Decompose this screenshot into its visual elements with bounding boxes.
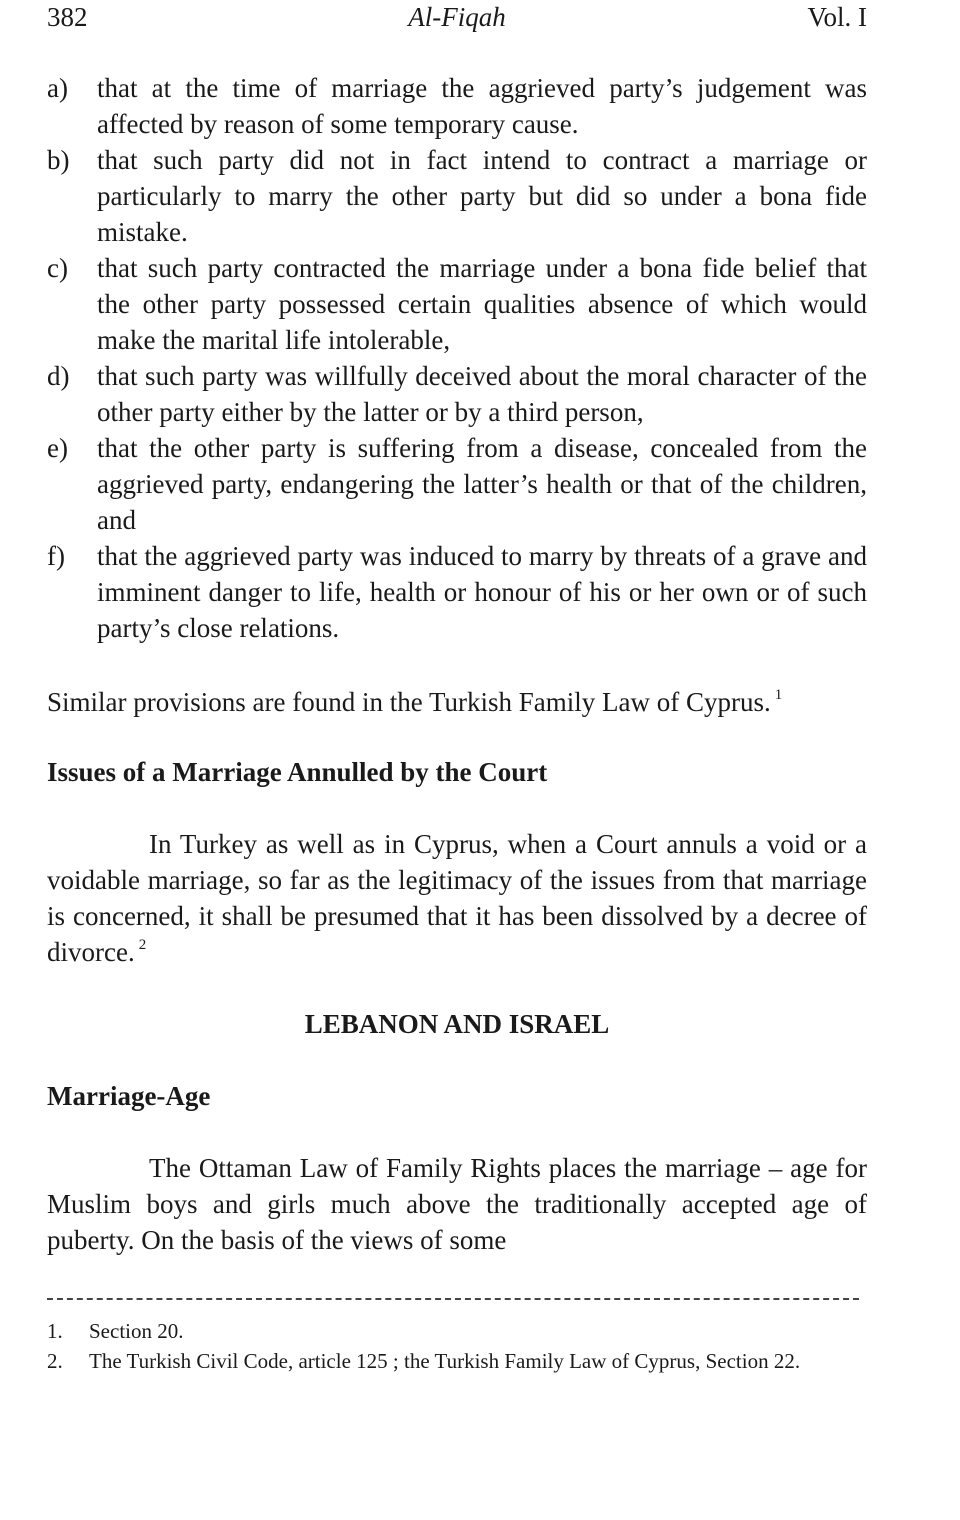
list-item-text: that the aggrieved party was induced to marry by threats of a grave and imminent danger to life, health or honour of his or her own or of such party’s close relations. xyxy=(97,541,867,643)
footnotes xyxy=(47,1316,867,1376)
list-item xyxy=(47,250,867,358)
running-title: Al-Fiqah xyxy=(408,2,506,32)
list-marker: e) xyxy=(47,433,68,463)
footnote-text: Section 20. xyxy=(89,1319,184,1343)
footnote-separator xyxy=(47,1298,859,1300)
list-item xyxy=(47,430,867,538)
footnote-1 xyxy=(47,1316,867,1346)
list-marker: c) xyxy=(47,253,68,283)
footnote-number: 2. xyxy=(47,1349,63,1373)
footnote-text: The Turkish Civil Code, article 125 ; the Turkish Family Law of Cyprus, Section 22. xyxy=(89,1349,801,1373)
similar-provisions-text: Similar provisions are found in the Turkish Family Law of Cyprus. xyxy=(47,687,771,717)
document-page xyxy=(47,0,867,1376)
issues-text: In Turkey as well as in Cyprus, when a Court annuls a void or a voidable marriage, so far as the legitimacy of the issues from that marriage is concerned, it shall be presumed that it has been dissolved by a decree of divorce. xyxy=(47,829,867,967)
list-item xyxy=(47,70,867,142)
list-item-text: that such party did not in fact intend to contract a marriage or particularly to marry the other party but did so under a bona fide mistake. xyxy=(97,145,867,247)
list-item-text: that the other party is suffering from a disease, concealed from the aggrieved party, endangering the latter’s health or that of the children, and xyxy=(97,433,867,535)
marriage-age-paragraph: The Ottaman Law of Family Rights places the marriage – age for Muslim boys and girls much above the traditionally accepted age of puberty. On the basis of the views of some xyxy=(47,1153,867,1255)
list-item xyxy=(47,142,867,250)
conditions-list xyxy=(47,70,867,646)
list-marker: d) xyxy=(47,361,70,391)
list-marker: f) xyxy=(47,541,65,571)
footnote-ref-1[interactable]: 1 xyxy=(774,687,783,703)
list-item xyxy=(47,358,867,430)
volume-label: Vol. I xyxy=(807,2,867,32)
footnote-number: 1. xyxy=(47,1319,63,1343)
section-heading: LEBANON AND ISRAEL xyxy=(304,1009,610,1039)
list-item-text: that at the time of marriage the aggrieved party’s judgement was affected by reason of some temporary cause. xyxy=(97,73,867,139)
list-marker: b) xyxy=(47,145,70,175)
list-marker: a) xyxy=(47,73,68,103)
footnote-ref-2[interactable]: 2 xyxy=(138,937,147,953)
list-item-text: that such party contracted the marriage under a bona fide belief that the other party possessed certain qualities absence of which would make the marital life intolerable, xyxy=(97,253,867,355)
similar-provisions-paragraph xyxy=(47,684,867,720)
list-item-text: that such party was willfully deceived about the moral character of the other party either by the latter or by a third person, xyxy=(97,361,867,427)
page-header xyxy=(47,0,867,40)
marriage-age-heading: Marriage-Age xyxy=(47,1081,211,1111)
footnote-2 xyxy=(47,1346,867,1376)
issues-heading: Issues of a Marriage Annulled by the Court xyxy=(47,757,548,787)
page-number: 382 xyxy=(47,2,88,32)
issues-paragraph xyxy=(47,826,867,970)
list-item xyxy=(47,538,867,646)
